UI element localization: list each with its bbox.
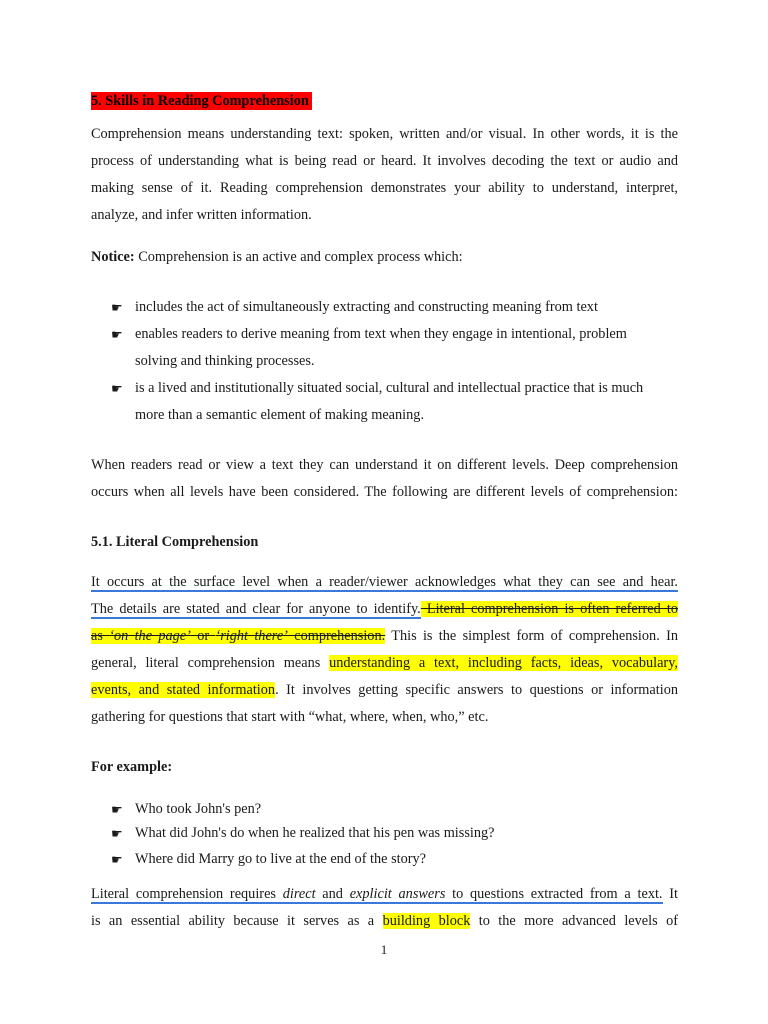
pointing-hand-icon: ☛	[111, 300, 123, 315]
notice-label: Notice:	[91, 249, 135, 265]
paragraph-line: making sense of it. Reading comprehension demonstrates your ability to understand, interpret,	[91, 180, 678, 196]
paragraph-line: events, and stated information. It involves getting specific answers to questions or information	[91, 682, 678, 698]
paragraph-line: Literal comprehension requires direct and explicit answers to questions extracted from a text. It	[91, 886, 678, 902]
section-title: 5.1. Literal Comprehension	[91, 534, 259, 550]
paragraph-line: general, literal comprehension means understanding a text, including facts, ideas, vocabulary,	[91, 655, 678, 671]
heading-text: 5. Skills in Reading Comprehension	[91, 92, 312, 110]
document-page: 5. Skills in Reading Comprehension Comprehension means understanding text: spoken, written and/or visual. In other words, it is the process of understanding what is being read or heard. It involves decoding the text or audio and making sense of it. Reading comprehension demonstrates your ability to understand, interpret, analyze, and infer written information. Notice: Comprehension is an active and complex process which: ☛ includes the act of simultaneously extracting and constructing meaning from text ☛ enables readers to derive meaning from text when they engage in intentional, problem solving and thinking processes. ☛ is a lived and institutionally situated social, cultural and intellectual practice that is much more than a semantic element of making meaning. When readers read or view a text they can understand it on different levels. Deep comprehension occurs when all levels have been considered. The following are different levels of comprehension: 5.1. Literal Comprehension It occurs at the surface level when a reader/viewer acknowledges what they can see and hear. The details are stated and clear for anyone to identify. Literal comprehension is often referred to as ‘on the page’ or ‘right there’ comprehension. This is the simplest form of comprehension. In general, literal comprehension means understanding a text, including facts, ideas, vocabulary, events, and stated information. It involves getting specific answers to questions or information gathering for questions that start with “what, where, when, who,” etc. For example: ☛ Who took John's pen? ☛ What did John's do when he realized that his pen was missing? ☛ Where did Marry go to live at the end of the story? Literal comprehension requires direct and explicit answers to questions extracted from a text. It is an essential ability because it serves as a building block to the more advanced levels of 1	[0, 0, 768, 1024]
pointing-hand-icon: ☛	[111, 802, 123, 817]
paragraph-line: gathering for questions that start with “what, where, when, who,” etc.	[91, 709, 489, 725]
pointing-hand-icon: ☛	[111, 852, 123, 867]
paragraph-line: is an essential ability because it serves as a building block to the more advanced levels of	[91, 913, 678, 929]
paragraph-line: analyze, and infer written information.	[91, 207, 312, 223]
section-heading	[91, 88, 312, 115]
paragraph-line: The details are stated and clear for anyone to identify. Literal comprehension is often referred to	[91, 601, 678, 617]
paragraph-line: process of understanding what is being read or heard. It involves decoding the text or audio and	[91, 153, 678, 169]
paragraph-line: It occurs at the surface level when a reader/viewer acknowledges what they can see and hear.	[91, 574, 678, 590]
pointing-hand-icon: ☛	[111, 381, 123, 396]
page-number: 1	[380, 942, 388, 957]
pointing-hand-icon: ☛	[111, 327, 123, 342]
paragraph-line: occurs when all levels have been considered. The following are different levels of comprehension:	[91, 484, 678, 500]
example-label: For example:	[91, 759, 173, 775]
paragraph-line: When readers read or view a text they can understand it on different levels. Deep comprehension	[91, 457, 678, 473]
notice-text: Comprehension is an active and complex process which:	[134, 249, 463, 265]
paragraph-line: as ‘on the page’ or ‘right there’ comprehension. This is the simplest form of comprehension. In	[91, 628, 678, 644]
notice-line	[91, 244, 463, 271]
paragraph-line: Comprehension means understanding text: spoken, written and/or visual. In other words, it is the	[91, 126, 678, 142]
pointing-hand-icon: ☛	[111, 826, 123, 841]
